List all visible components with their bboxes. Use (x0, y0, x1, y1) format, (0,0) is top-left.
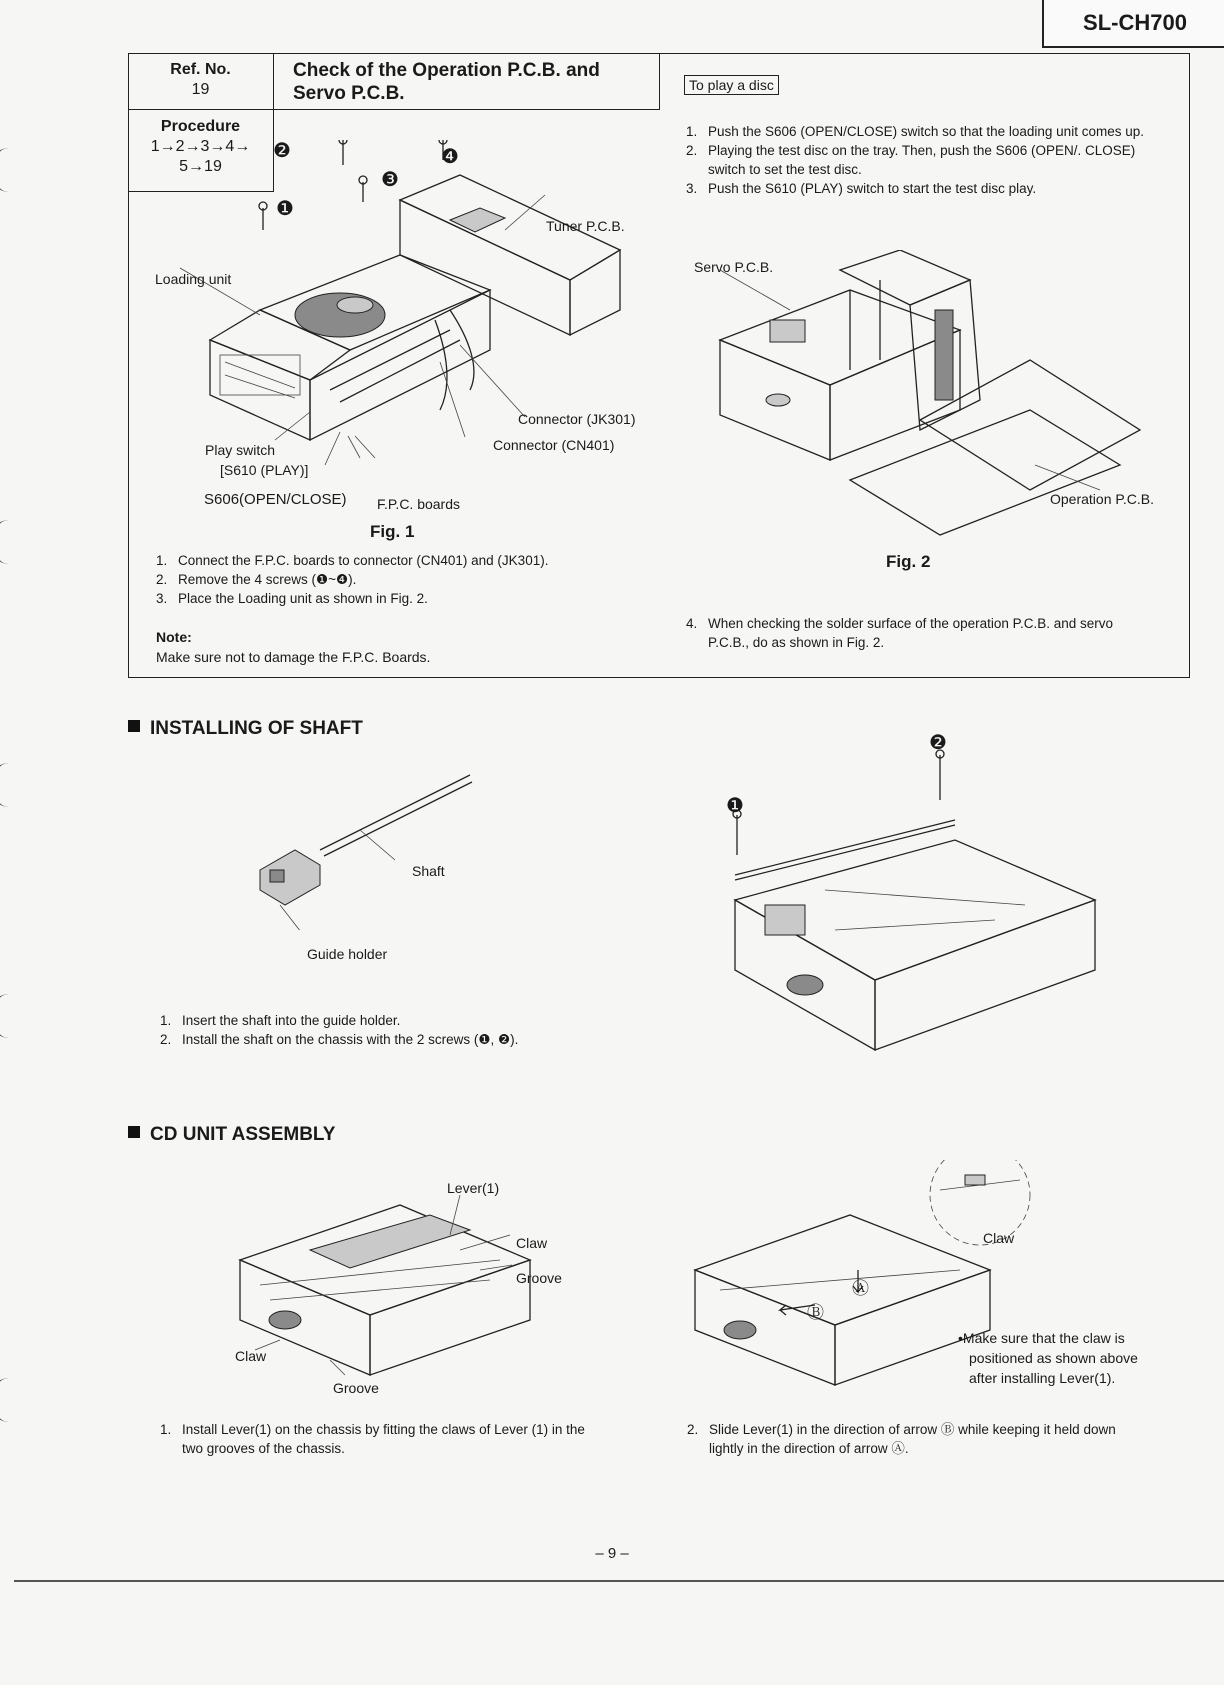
lever1-label: Lever(1) (447, 1180, 500, 1196)
shaft-label: Shaft (412, 863, 445, 879)
list-item: 1. Insert the shaft into the guide holder. (160, 1013, 401, 1028)
cd-unit-section-heading: CD UNIT ASSEMBLY (128, 1124, 335, 1146)
list-item: 1. Install Lever(1) on the chassis by fitting the claws of Lever (1) in the two grooves of the chassis. (160, 1422, 585, 1456)
list-item: 2. Remove the 4 screws (❶~❹). (156, 572, 357, 587)
fig1-steps (156, 551, 636, 608)
procedure-line-2: 5→19 (179, 158, 222, 175)
procedure-line-1: 1→2→3→4→ (150, 138, 251, 155)
chassis-shaft-drawing (725, 740, 1125, 1080)
shaft-steps (160, 1011, 610, 1049)
model-number: SL-CH700 (1042, 0, 1224, 48)
servo-pcb-label: Servo P.C.B. (694, 259, 774, 275)
operation-pcb-label: Operation P.C.B. (1050, 491, 1155, 507)
play-disc-steps (686, 122, 1156, 198)
note-text: Make sure not to damage the F.P.C. Boards. (156, 649, 431, 665)
screw-marker-1: ❶ (276, 198, 294, 220)
title-line-1: Check of the Operation P.C.B. and (293, 60, 600, 81)
list-item: 2. Slide Lever(1) in the direction of arrow Ⓑ while keeping it held down lightly in the direction of arrow Ⓐ. (687, 1422, 1116, 1456)
cd-unit-step-2 (687, 1420, 1127, 1458)
list-item: 3. Push the S610 (PLAY) switch to start the test disc play. (686, 181, 1037, 196)
loading-unit-label: Loading unit (155, 271, 232, 287)
groove-bottom-label: Groove (333, 1380, 379, 1396)
fig2-caption: Fig. 2 (886, 552, 931, 571)
claw-detail-label: Claw (983, 1230, 1015, 1246)
ref-no-value: 19 (191, 81, 210, 98)
note-label: Note: (156, 629, 192, 645)
tuner-pcb-label: Tuner P.C.B. (546, 218, 625, 234)
binder-hole (0, 994, 27, 1038)
section-bullet-icon (128, 1126, 140, 1138)
s606-label: S606(OPEN/CLOSE) (204, 491, 347, 508)
claw-left-label: Claw (235, 1348, 267, 1364)
list-item: 2. Install the shaft on the chassis with the 2 screws (❶, ❷). (160, 1032, 519, 1047)
procedure-label: Procedure (160, 118, 241, 135)
section-bullet-icon (128, 720, 140, 732)
arrow-a-marker: Ⓐ (852, 1279, 869, 1298)
list-item: 4. When checking the solder surface of the operation P.C.B. and servo P.C.B., do as shown in Fig. 2. (686, 616, 1113, 650)
binder-hole (0, 763, 27, 807)
screw-marker-3: ❸ (381, 169, 399, 191)
ref-no-label: Ref. No. (170, 61, 231, 78)
claw-label: Claw (516, 1235, 548, 1251)
groove-label: Groove (516, 1270, 562, 1286)
claw-note-2: positioned as shown above (969, 1350, 1138, 1366)
title-line-2: Servo P.C.B. (293, 83, 405, 104)
binder-hole (0, 520, 27, 564)
claw-note-3: after installing Lever(1). (969, 1370, 1116, 1386)
ref-no-cell (128, 53, 274, 110)
bottom-rule (14, 1580, 1224, 1582)
screw-marker-4: ❹ (441, 146, 459, 168)
fig2-steps (686, 614, 1156, 652)
shaft-screw-marker-2: ❷ (929, 732, 947, 754)
fpc-boards-label: F.P.C. boards (377, 496, 461, 512)
list-item: 3. Place the Loading unit as shown in Fig. 2. (156, 591, 428, 606)
list-item: 2. Playing the test disc on the tray. Then, push the S606 (OPEN/. CLOSE) switch to set the test disc. (686, 143, 1136, 177)
shaft-drawing (240, 770, 480, 930)
arrow-b-marker: Ⓑ (807, 1303, 824, 1322)
shaft-screw-marker-1: ❶ (726, 795, 744, 817)
fig1-caption: Fig. 1 (370, 522, 415, 541)
cd-unit-step-1 (160, 1420, 600, 1458)
cd-unit-left-drawing (230, 1190, 550, 1380)
play-switch-sublabel: [S610 (PLAY)] (220, 462, 309, 478)
list-item: 1. Push the S606 (OPEN/CLOSE) switch so that the loading unit comes up. (686, 124, 1144, 139)
procedure-title (274, 53, 660, 110)
play-disc-title: To play a disc (684, 75, 779, 95)
connector-cn401-label: Connector (CN401) (493, 437, 615, 453)
page-number: – 9 – (595, 1545, 629, 1562)
claw-note-1: •Make sure that the claw is (958, 1330, 1125, 1346)
binder-hole (0, 148, 27, 192)
screw-marker-2: ❷ (273, 140, 291, 162)
connector-jk301-label: Connector (JK301) (518, 411, 636, 427)
list-item: 1. Connect the F.P.C. boards to connector (CN401) and (JK301). (156, 553, 549, 568)
play-switch-label: Play switch (205, 442, 276, 458)
binder-hole (0, 1378, 27, 1422)
guide-holder-label: Guide holder (307, 946, 388, 962)
shaft-section-heading: INSTALLING OF SHAFT (128, 718, 363, 740)
